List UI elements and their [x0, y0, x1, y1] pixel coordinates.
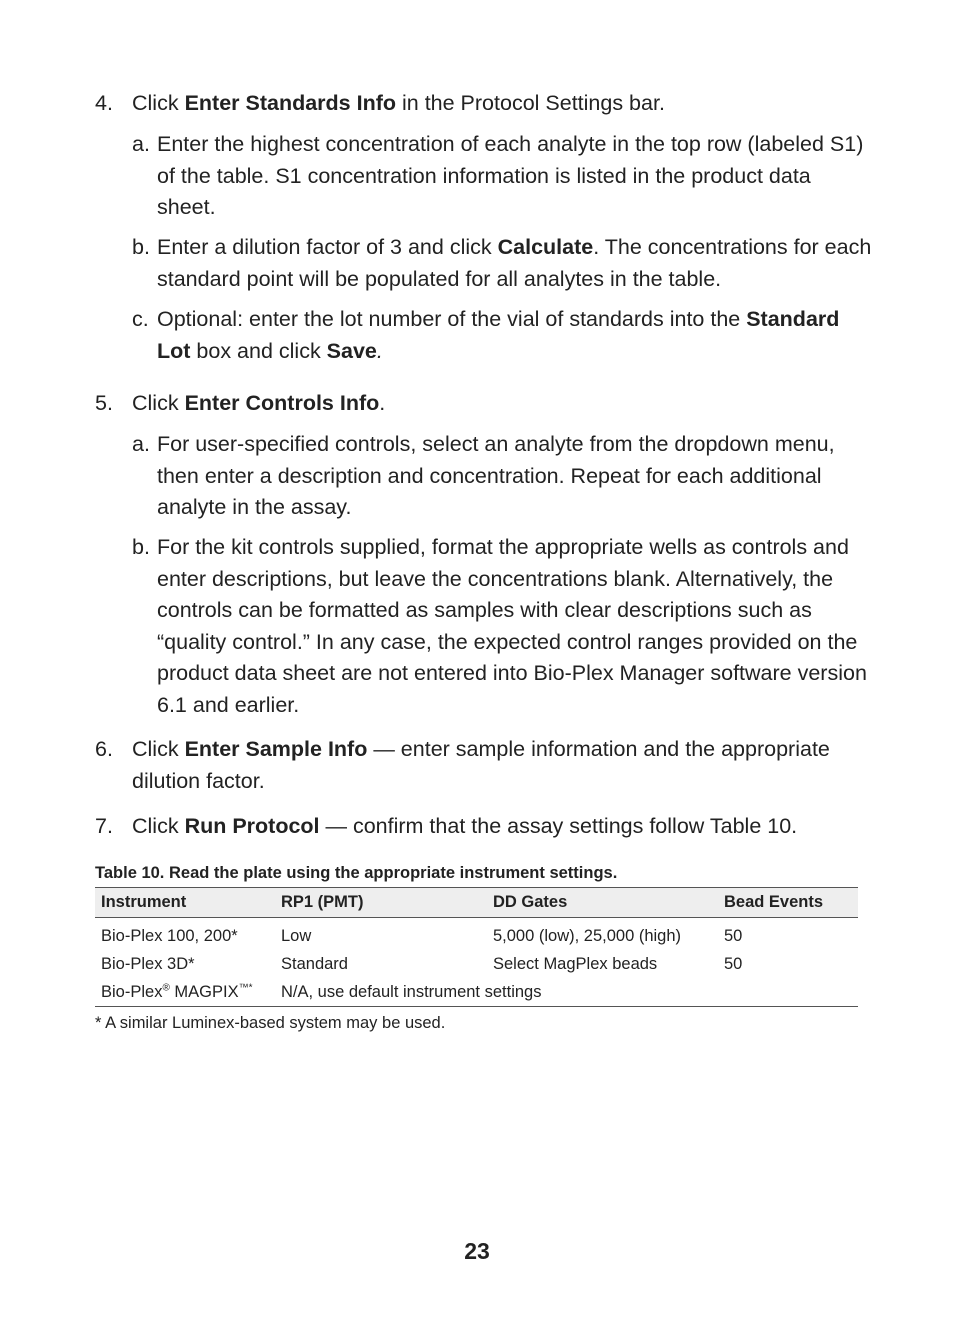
- substep-text: For user-specified controls, select an analyte from the dropdown menu, then enter a description and concentration. Repeat for each additional analyte in the assay.: [157, 432, 835, 519]
- table-row: [95, 978, 858, 1007]
- substep-text: For the kit controls supplied, format the appropriate wells as controls and enter descriptions, but leave the concentrations blank. Alternatively, the controls can be formatted as samples with clear descriptions such as “quality control.” In any case, the expected control ranges provided on the product data sheet are not entered into Bio-Plex Manager software version 6.1 and earlier.: [157, 535, 867, 717]
- table-cell: Bio-Plex 3D*: [101, 954, 195, 973]
- table-cell: Bio-Plex 100, 200*: [101, 926, 238, 945]
- text-fragment: Enter a dilution factor of 3 and click: [157, 235, 498, 259]
- table-cell: Select MagPlex beads: [493, 954, 658, 973]
- text-fragment: in the Protocol Settings bar.: [396, 91, 665, 115]
- step-5: [95, 388, 875, 420]
- text-fragment: — enter sample information and the appropriate dilution factor.: [132, 737, 830, 793]
- instrument-settings-table: [95, 887, 858, 1007]
- text-fragment: Click: [132, 391, 185, 415]
- step-text: [132, 388, 875, 420]
- substep-text: [157, 304, 872, 367]
- substep-letter: b.: [132, 235, 150, 259]
- text-fragment: Click: [132, 91, 185, 115]
- substep-text: [157, 232, 872, 295]
- text-fragment: MAGPIX: [169, 982, 239, 1001]
- step-4b: [132, 232, 872, 295]
- text-fragment: Bio-Plex: [101, 982, 163, 1001]
- bold-term: Enter Standards Info: [184, 91, 397, 115]
- step-number: 4.: [95, 91, 113, 115]
- substep-text: Enter the highest concentration of each analyte in the top row (labeled S1) of the table. S1 concentration information is listed in the product data sheet.: [157, 132, 864, 219]
- table-row: [95, 918, 858, 951]
- text-fragment: . The concentrations for each standard point will be populated for all analytes in the table.: [157, 235, 872, 291]
- table-cell: 5,000 (low), 25,000 (high): [493, 926, 682, 945]
- table-cell: [95, 978, 275, 1007]
- column-header-instrument: Instrument: [95, 888, 275, 918]
- registered-mark: ®: [162, 982, 170, 993]
- step-4a: [132, 129, 872, 224]
- step-number: 7.: [95, 814, 113, 838]
- text-fragment: Optional: enter the lot number of the vial of standards into the: [157, 307, 747, 331]
- text-fragment: box and click: [190, 338, 327, 363]
- table-row: [95, 950, 858, 978]
- step-5b: [132, 532, 872, 721]
- column-header-rp1: RP1 (PMT): [275, 888, 487, 918]
- page-number: 23: [464, 1238, 490, 1264]
- bold-term: Save: [326, 338, 377, 363]
- table-footnote: * A similar Luminex-based system may be used.: [95, 1014, 446, 1032]
- bold-term: Run Protocol: [184, 814, 320, 838]
- text-fragment: .: [376, 338, 383, 363]
- column-header-bead-events: Bead Events: [718, 888, 858, 918]
- step-text: [132, 734, 875, 797]
- substep-letter: c.: [132, 307, 149, 331]
- step-4c: [132, 304, 872, 367]
- step-number: 6.: [95, 737, 113, 761]
- substep-letter: a.: [132, 132, 150, 156]
- step-number: 5.: [95, 391, 113, 415]
- text-fragment: Click: [132, 814, 185, 838]
- step-text: [132, 88, 875, 120]
- trademark-mark: ™*: [238, 982, 253, 993]
- substep-letter: b.: [132, 535, 150, 559]
- table-cell: 50: [724, 954, 743, 973]
- table-cell: Standard: [281, 954, 348, 973]
- step-7: [95, 811, 875, 843]
- text-fragment: — confirm that the assay settings follow Table 10.: [319, 814, 798, 838]
- table-cell: Low: [281, 926, 312, 945]
- step-text: [132, 811, 875, 843]
- substep-letter: a.: [132, 432, 150, 456]
- text-fragment: .: [379, 391, 386, 415]
- table-header-row: [95, 888, 858, 918]
- text-fragment: Click: [132, 737, 185, 761]
- bold-term: Enter Controls Info: [184, 391, 380, 415]
- table-cell: 50: [724, 926, 743, 945]
- bold-term: Enter Sample Info: [184, 737, 368, 761]
- bold-term: Standard Lot: [157, 307, 840, 363]
- step-6: [95, 734, 875, 797]
- step-5a: [132, 429, 872, 524]
- table-caption: Table 10. Read the plate using the appropriate instrument settings.: [95, 864, 618, 882]
- column-header-dd-gates: DD Gates: [487, 888, 718, 918]
- table-cell: N/A, use default instrument settings: [275, 978, 858, 1007]
- step-4: [95, 88, 875, 120]
- bold-term: Calculate: [497, 235, 594, 259]
